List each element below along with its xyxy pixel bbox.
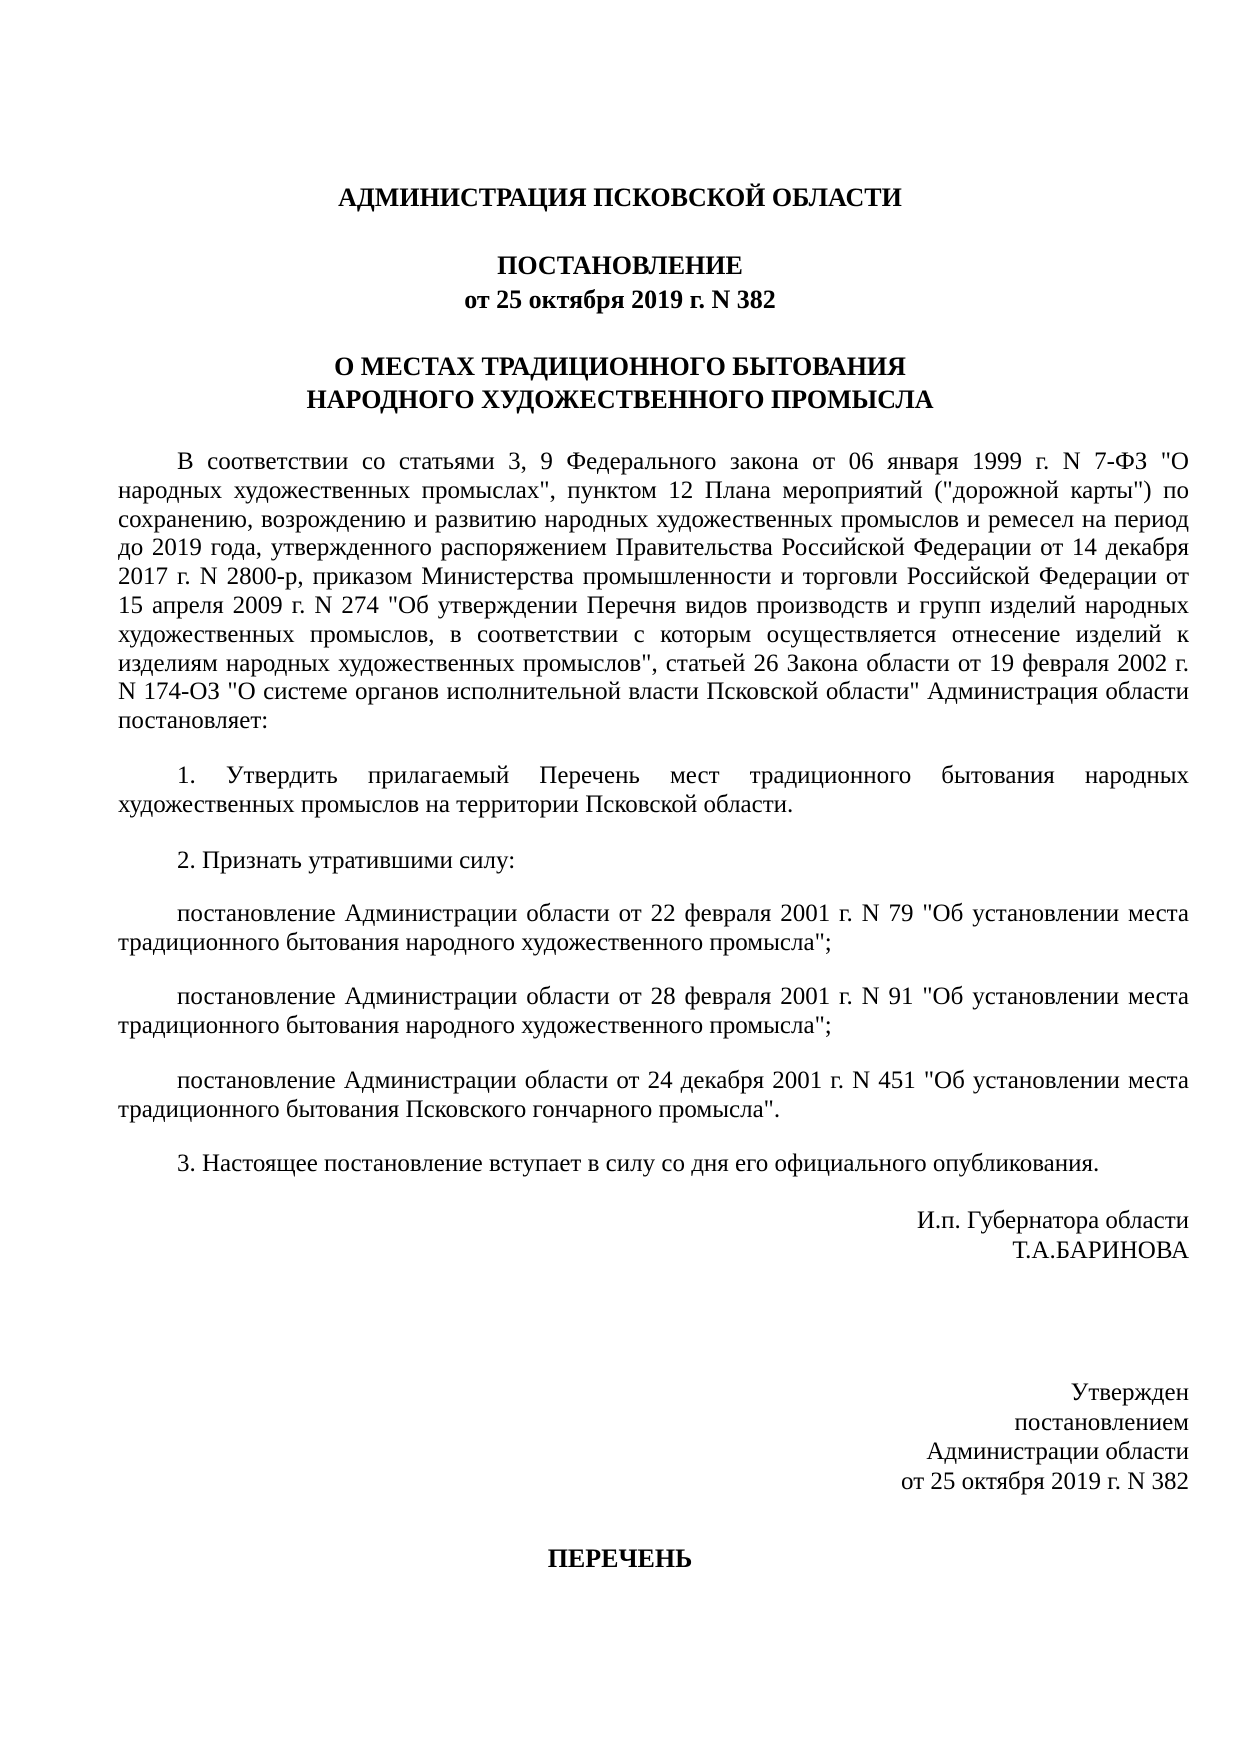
text-line: традиционного бытования народного художественного промысла";	[118, 1011, 832, 1039]
text-line: 2017 г. N 2800-р, приказом Министерства промышленности и торговли Российской Федерации от	[118, 563, 1189, 591]
signer-position: И.п. Губернатора области	[916, 1207, 1189, 1234]
text-line: изделиям народных художественных промыслов", статьей 26 Закона области от 19 февраля 2002 г.	[118, 649, 1189, 677]
text-line: 15 апреля 2009 г. N 274 "Об утверждении Перечня видов производств и групп изделий народных	[118, 591, 1189, 619]
text-line: 2. Признать утратившими силу:	[177, 847, 516, 874]
doc-date: от 25 октября 2019 г. N 382	[464, 285, 776, 314]
list-title: ПЕРЕЧЕНЬ	[547, 1544, 693, 1573]
text-line: 1. Утвердить прилагаемый Перечень мест традиционного бытования народных	[177, 762, 1189, 789]
text-line: сохранению, возрождению и развитию народных художественных промыслов и ремесел на период	[118, 505, 1189, 533]
text-line: постановление Администрации области от 24 декабря 2001 г. N 451 "Об установлении места	[177, 1067, 1189, 1094]
signer-name: Т.А.БАРИНОВА	[1012, 1236, 1189, 1264]
item-2	[118, 847, 1189, 876]
approval-line: Утвержден	[1070, 1379, 1189, 1406]
approval-line: постановлением	[1014, 1408, 1189, 1436]
text-line: N 174-ОЗ "О системе органов исполнительной власти Псковской области" Администрация области	[118, 678, 1189, 706]
org-name: АДМИНИСТРАЦИЯ ПСКОВСКОЙ ОБЛАСТИ	[338, 183, 902, 212]
text-line: постановляет:	[118, 707, 269, 735]
doc-type: ПОСТАНОВЛЕНИЕ	[497, 251, 743, 280]
text-line: 3. Настоящее постановление вступает в силу со дня его официального опубликования.	[177, 1150, 1100, 1177]
approval-line: Администрации области	[926, 1438, 1189, 1465]
text-line: до 2019 года, утвержденного распоряжением Правительства Российской Федерации от 14 декабря	[118, 534, 1189, 562]
text-line: постановление Администрации области от 28 февраля 2001 г. N 91 "Об установлении места	[177, 983, 1189, 1010]
text-line: художественных промыслов на территории Псковской области.	[118, 790, 794, 818]
repealed-2	[118, 983, 1189, 1041]
preamble	[118, 448, 1189, 736]
text-line: традиционного бытования Псковского гончарного промысла".	[118, 1095, 781, 1123]
doc-title-1: О МЕСТАХ ТРАДИЦИОННОГО БЫТОВАНИЯ	[334, 352, 906, 381]
text-line: народных художественных промыслах", пунктом 12 Плана мероприятий ("дорожной карты") по	[118, 476, 1189, 504]
text-line: художественных промыслов, в соответствии с которым осуществляется отнесение изделий к	[118, 620, 1189, 648]
item-1	[118, 762, 1189, 820]
item-3	[118, 1150, 1189, 1179]
signature	[917, 1206, 1189, 1265]
doc-title-2: НАРОДНОГО ХУДОЖЕСТВЕННОГО ПРОМЫСЛА	[306, 385, 934, 414]
approval-stamp	[901, 1378, 1189, 1496]
repealed-1	[118, 900, 1189, 958]
text-line: традиционного бытования народного художественного промысла";	[118, 928, 832, 956]
repealed-3	[118, 1067, 1189, 1125]
text-line: постановление Администрации области от 22 февраля 2001 г. N 79 "Об установлении места	[177, 900, 1189, 927]
approval-line: от 25 октября 2019 г. N 382	[901, 1467, 1189, 1495]
text-line: В соответствии со статьями 3, 9 Федерального закона от 06 января 1999 г. N 7-ФЗ "О	[177, 448, 1189, 475]
